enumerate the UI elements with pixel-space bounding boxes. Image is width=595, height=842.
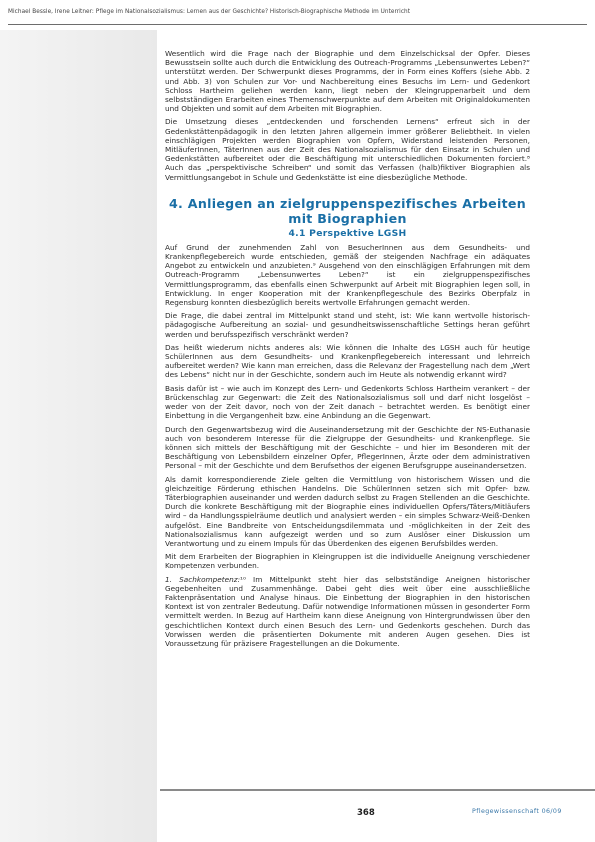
text-column	[165, 49, 530, 652]
paragraph: Die Umsetzung dieses „entdeckenden und forschenden Lernens“ erfreut sich in der Gedenkstättenpädagogik in den letzten Jahren allgemein immer größerer Beliebtheit. In vielen einschlägigen Projekten werden Biographien von Opfern, Widerstand leistenden Personen, MitläuferInnen, TäterInnen aus der Zeit des Nationalsozialismus für den Einsatz in Schulen und Gedenkstätten aufbereitet oder die Beschäftigung mit unterschiedlichen Dokumenten forciert.⁸ Auch das „perspektivische Schreiben“ und somit das Verfassen (halb)fiktiver Biographien als Vermittlungsangebot in Schule und Gedenkstätte ist eine diesbezügliche Methode.	[165, 117, 530, 182]
page-number: 368	[357, 808, 375, 818]
paragraph-competence	[165, 575, 530, 649]
paragraph: Durch den Gegenwartsbezug wird die Auseinandersetzung mit der Geschichte der NS-Euthanasie auch von besonderem Interesse für die Zielgruppe der Gesundheits- und Krankenpflege. Sie können sich mittels der Beschäftigung mit der Geschichte – und hier im Besonderen mit der Beschäftigung von Lebensbildern einzelner Opfer, PflegerInnen, Ärzte oder dem administrativen Personal – mit der Geschichte und dem Berufsethos der eigenen Berufsgruppe auseinandersetzen.	[165, 424, 530, 471]
running-header	[8, 4, 587, 25]
competence-text: ¹⁰ Im Mittelpunkt steht hier das selbstständige Aneignen historischer Gegebenheiten und Zusammenhänge. Dabei geht dies weit über eine ausschließliche Faktenpräsentation und Analyse hinaus. Die Einbettung der Biographien in den historischen Kontext ist von zentraler Bedeutung. Dafür notwendige Informationen müssen in gesonderter Form vermittelt werden. In Bezug auf Hartheim kann diese Aneignung von Hintergrundwissen über den geschichtlichen Kontext durch einen Besuch des Lern- und Gedenkorts geschehen. Durch das Vorwissen werden die präsentierten Dokumente mit anderen Augen gesehen. Dies ist Voraussetzung für präzisere Fragestellungen an die Dokumente.	[165, 574, 530, 648]
running-header-text: Michael Bessle, Irene Leitner: Pflege im Nationalsozialismus: Lernen aus der Geschichte? Historisch-Biographische Methode im Unterricht	[8, 7, 411, 15]
left-margin-panel	[0, 30, 157, 842]
paragraph: Das heißt wiederum nichts anderes als: Wie können die Inhalte des LGSH auch für heutige SchülerInnen aus dem Gesundheits- und Krankenpflegebereich interessant und lehrreich aufbereitet werden? Wie kann man erreichen, dass die Relevanz der Fragestellung nach dem „Wert des Lebens“ nicht nur in der Geschichte, sondern auch im Heute als notwendig erkannt wird?	[165, 342, 530, 380]
paragraph: Basis dafür ist – wie auch im Konzept des Lern- und Gedenkorts Schloss Hartheim verankert – der Brückenschlag zur Gegenwart: die Zeit des Nationalsozialismus soll und darf nicht losgelöst – weder von der Zeit davor, noch von der Zeit danach – betrachtet werden. Es benötigt einer Einbettung in die Vergangenheit bzw. eine Anbindung an die Gegenwart.	[165, 383, 530, 421]
paragraph: Mit dem Erarbeiten der Biographien in Kleingruppen ist die individuelle Aneignung verschiedener Kompetenzen verbunden.	[165, 552, 530, 571]
paragraph: Als damit korrespondierende Ziele gelten die Vermittlung von historischem Wissen und die gleichzeitige Förderung ethischen Handelns. Die SchülerInnen setzen sich mit Opfer- bzw. Täterbiographien auseinander und werden dadurch selbst zu Fragen Stellenden an die Geschichte. Durch die konkrete Beschäftigung mit der Biographie eines individuellen Opfers/Täters/Mitläufers wird – da Handlungsspielräume deutlich und analysiert werden – ein simples Schwarz-Weiß-Denken aufgelöst. Eine Bandbreite von Entscheidungsdilemmata und -möglichkeiten in der Zeit des Nationalsozialismus kann aufgezeigt werden und so zum Auslöser einer Diskussion um Verantwortung und zu einem Impuls für das Überdenken des eigenen Berufsbildes werden.	[165, 474, 530, 548]
footer-rule	[160, 789, 595, 791]
paragraph: Wesentlich wird die Frage nach der Biographie und dem Einzelschicksal der Opfer. Dieses Bewusstsein sollte auch durch die Entwicklung des Outreach-Programms „Lebensunwertes Leben?“ unterstützt werden. Der Schwerpunkt dieses Programms, der in Form eines Koffers (siehe Abb. 2 und Abb. 3) von Schulen zur Vor- und Nachbereitung eines Besuchs im Lern- und Gedenkort Schloss Hartheim geliehen werden kann, liegt neben der Kleingruppenarbeit und dem selbstständigen Erarbeiten eines Themenschwerpunkte auf dem Arbeiten mit Originaldokumenten und Objekten und somit auf dem Arbeiten mit Biographien.	[165, 49, 530, 114]
magazine-name: Pflegewissenschaft 06/09	[472, 808, 562, 815]
section-heading: 4. Anliegen an zielgruppenspezifisches Arbeiten mit Biographien	[168, 195, 527, 226]
subsection-heading: 4.1 Perspektive LGSH	[288, 227, 407, 239]
paragraph: Die Frage, die dabei zentral im Mittelpunkt stand und steht, ist: Wie kann wertvolle historisch-pädagogische Aufbereitung an sozial- und gesundheitswissenschaftliche Settings heran geführt werden und berufsspezifisch verschränkt werden?	[165, 311, 530, 339]
competence-label: 1. Sachkompetenz:	[165, 574, 241, 584]
paragraph: Auf Grund der zunehmenden Zahl von BesucherInnen aus dem Gesundheits- und Krankenpflegebereich wurde entschieden, gemäß der steigenden Nachfrage ein adäquates Angebot zu entwickeln und anzubieten.⁹ Ausgehend von den einschlägigen Erfahrungen mit dem Outreach-Programm „Lebensunwertes Leben?“ ist ein zielgruppenspezifisches Vermittlungsprogramm, das ebenfalls einen Schwerpunkt auf Arbeit mit Biographien legen soll, in Entwicklung. In enger Kooperation mit der Krankenpflegeschule des Bezirks Oberpfalz in Regensburg konnten diesbezüglich bereits wertvolle Erfahrungen gemacht werden.	[165, 242, 530, 308]
